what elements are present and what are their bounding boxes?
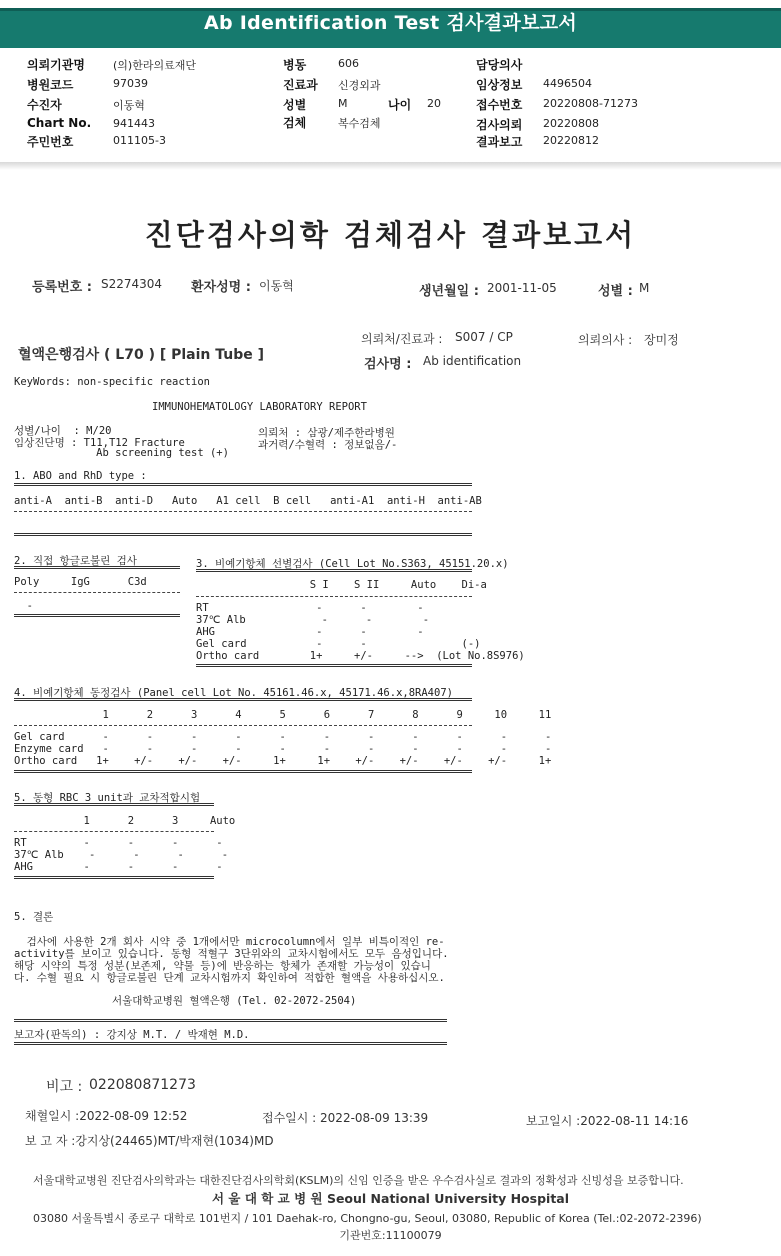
keywords: KeyWords: non-specific reaction	[14, 376, 210, 388]
referral-line: 의뢰처 : 삼광/제주한라병원	[258, 427, 395, 439]
screen-row: RT - - -	[196, 602, 424, 614]
label-request-date: 검사의뢰	[476, 118, 523, 132]
label-hospital-code: 병원코드	[27, 78, 74, 92]
divider	[14, 511, 472, 512]
divider	[14, 483, 472, 486]
value-report-date: 20220812	[543, 134, 599, 147]
history-line: 과거력/수혈력 : 정보없음/-	[258, 439, 398, 451]
note-value: 022080871273	[89, 1077, 196, 1093]
divider	[196, 596, 472, 597]
panel-row: Ortho card 1+ +/- +/- +/- 1+ 1+ +/- +/- +/- +/- 1+	[14, 755, 552, 767]
divider	[14, 592, 180, 593]
hospital-address: 03080 서울특별시 종로구 대학로 101번지 / 101 Daehak-ro, Chongno-gu, Seoul, 03080, Republic of Korea (Tel.:02-2072-2396)	[33, 1212, 702, 1225]
divider	[14, 1019, 447, 1022]
divider	[14, 566, 180, 569]
label-department: 진료과	[283, 78, 318, 92]
collected-datetime: 채혈일시 :2022-08-09 12:52	[25, 1109, 188, 1123]
label-dob: 생년월일 :	[419, 284, 479, 299]
value-referral-dept: S007 / CP	[455, 330, 513, 344]
label-patient: 수진자	[27, 98, 62, 112]
reported-datetime: 보고일시 :2022-08-11 14:16	[526, 1114, 689, 1128]
label-institution: 의뢰기관명	[27, 58, 85, 72]
label-test-name: 검사명 :	[364, 357, 412, 372]
divider	[14, 803, 214, 806]
value-specimen: 복수검체	[338, 117, 381, 130]
screen-row: Gel card - - (-)	[196, 638, 481, 650]
dat-values: -	[14, 600, 33, 612]
report-title: 진단검사의학 검체검사 결과보고서	[144, 218, 637, 252]
section-1-title: 1. ABO and RhD type :	[14, 470, 147, 482]
value-age: 20	[427, 97, 441, 110]
label-chart-no: Chart No.	[27, 116, 92, 130]
panel-row: Gel card - - - - - - - - - - -	[14, 731, 552, 743]
label-reg-no: 등록번호 :	[32, 280, 92, 295]
blood-bank-contact: 서울대학교병원 혈액은행 (Tel. 02-2072-2504)	[112, 995, 357, 1007]
diagnosis-line-2: Ab screening test (+)	[14, 447, 229, 459]
certification-text: 서울대학교병원 진단검사의학과는 대한진단검사의학회(KSLM)의 신임 인증을 받은 우수검사실로 결과의 정확성과 신빙성을 보증합니다.	[33, 1174, 684, 1187]
diagnosis-line: 임상진단명 : T11,T12 Fracture	[14, 437, 185, 449]
value-hospital-code: 97039	[113, 77, 148, 90]
page-title: Ab Identification Test 검사결과보고서	[203, 12, 578, 34]
divider	[14, 725, 472, 726]
label-sex: 성별	[283, 98, 307, 112]
label-specimen: 검체	[283, 116, 307, 130]
label-clinical-info: 임상정보	[476, 78, 523, 92]
divider	[14, 1042, 447, 1045]
section-divider	[0, 162, 781, 170]
divider	[14, 876, 214, 879]
value-department: 신경외과	[338, 79, 381, 92]
divider	[14, 614, 180, 617]
value-request-date: 20220808	[543, 117, 599, 130]
label-doctor: 담당의사	[476, 58, 523, 72]
conclusion-line: 다. 수혈 필요 시 항글로불린 단계 교차시험까지 확인하여 적합한 혈액을 사용하십시오.	[14, 972, 445, 984]
screen-row: 37℃ Alb - - -	[196, 614, 430, 626]
dat-columns: Poly IgG C3d	[14, 576, 147, 588]
label-report-sex: 성별 :	[598, 284, 633, 299]
label-age: 나이	[388, 98, 412, 112]
value-patient-name: 이동혁	[259, 279, 294, 293]
value-test-name: Ab identification	[423, 354, 522, 368]
value-report-sex: M	[639, 281, 650, 295]
section-2-title: 2. 직접 항글로불린 검사	[14, 555, 137, 567]
test-section-title: 혈액은행검사 ( L70 ) [ Plain Tube ]	[18, 347, 265, 363]
panel-row: Enzyme card - - - - - - - - - - -	[14, 743, 552, 755]
divider	[196, 569, 472, 572]
divider	[14, 533, 472, 536]
value-chart-no: 941443	[113, 117, 155, 130]
label-patient-name: 환자성명 :	[191, 280, 251, 295]
received-datetime: 접수일시 : 2022-08-09 13:39	[262, 1111, 429, 1125]
sex-age-line: 성별/나이 : M/20	[14, 425, 112, 437]
label-report-date: 결과보고	[476, 135, 523, 149]
lab-report-title: IMMUNOHEMATOLOGY LABORATORY REPORT	[152, 401, 367, 413]
value-patient: 이동혁	[113, 99, 145, 112]
value-dob: 2001-11-05	[487, 281, 557, 295]
conclusion-line: activity를 보이고 있습니다. 동형 적혈구 3단위와의 교차시험에서도 모두 음성입니다.	[14, 948, 449, 960]
conclusion-line: 검사에 사용한 2개 회사 시약 중 1개에서만 microcolumn에서 일부 비특이적인 re-	[14, 936, 445, 948]
label-referral-dept: 의뢰처/진료과 :	[361, 332, 443, 346]
panel-columns: 1 2 3 4 5 6 7 8 9 10 11	[14, 709, 552, 721]
screen-row: AHG - - -	[196, 626, 424, 638]
abo-columns: anti-A anti-B anti-D Auto A1 cell B cell anti-A1 anti-H anti-AB	[14, 495, 482, 507]
value-institution: (의)한라의료재단	[113, 59, 196, 72]
section-5-title: 5. 동형 RBC 3 unit과 교차적합시험	[14, 792, 201, 804]
divider	[14, 831, 214, 832]
crossmatch-columns: 1 2 3 Auto	[14, 815, 236, 827]
crossmatch-row: AHG - - - -	[14, 861, 223, 873]
report-signatories: 보고자(판독의) : 강지상 M.T. / 박재현 M.D.	[14, 1029, 250, 1041]
value-accession-no: 20220808-71273	[543, 97, 638, 110]
value-clinical-info: 4496504	[543, 77, 592, 90]
value-sex: M	[338, 97, 348, 110]
label-resident-no: 주민번호	[27, 135, 74, 149]
value-referring-doctor: 장미정	[644, 333, 679, 347]
conclusion-line: 해당 시약의 특정 성분(보존제, 약물 등)에 반응하는 항체가 존재할 가능성이 있습니	[14, 960, 431, 972]
divider	[14, 770, 472, 773]
label-referring-doctor: 의뢰의사 :	[578, 333, 633, 347]
divider	[14, 698, 472, 701]
crossmatch-row: RT - - - -	[14, 837, 223, 849]
divider	[196, 664, 472, 667]
section-3-title: 3. 비예기항체 선별검사 (Cell Lot No.S363, 45151.20.x)	[196, 558, 509, 570]
value-ward: 606	[338, 57, 359, 70]
footer-reporter: 보 고 자 :강지상(24465)MT/박재현(1034)MD	[25, 1134, 274, 1148]
hospital-name: 서 울 대 학 교 병 원 Seoul National University Hospital	[211, 1191, 570, 1206]
institution-number: 기관번호:11100079	[339, 1229, 442, 1242]
section-4-title: 4. 비예기항체 동정검사 (Panel cell Lot No. 45161.46.x, 45171.46.x,8RA407)	[14, 687, 453, 699]
screen-row: Ortho card 1+ +/- --> (Lot No.8S976)	[196, 650, 525, 662]
conclusion-title: 5. 결론	[14, 911, 54, 923]
note-label: 비고 :	[46, 1079, 83, 1095]
screen-columns: S I S II Auto Di-a	[196, 579, 487, 591]
label-accession-no: 접수번호	[476, 98, 523, 112]
value-resident-no: 011105-3	[113, 134, 166, 147]
crossmatch-row: 37℃ Alb - - - -	[14, 849, 229, 861]
label-ward: 병동	[283, 58, 307, 72]
value-reg-no: S2274304	[101, 277, 163, 291]
